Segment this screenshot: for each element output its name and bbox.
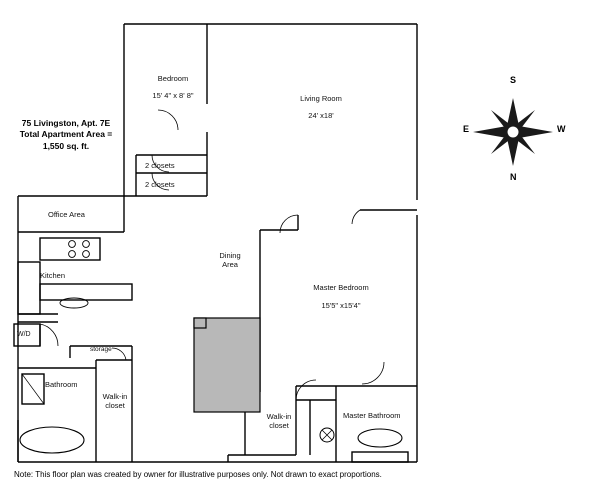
room-name-master-bathroom: Master Bathroom — [343, 411, 401, 420]
room-dims-walk-in-closet-2: closet — [269, 421, 289, 431]
storage-text: storage — [90, 346, 112, 353]
washer-dryer-text: W/D — [17, 331, 31, 338]
room-label-office-area — [48, 210, 85, 219]
room-name-kitchen: Kitchen — [40, 271, 66, 280]
compass-south-label — [510, 172, 517, 182]
compass-east-label — [463, 124, 469, 134]
closet-lower-text: 2 closets — [145, 180, 175, 189]
room-label-master-bedroom — [296, 283, 386, 311]
room-label-bedroom — [138, 74, 208, 101]
room-name-walk-in-closet-2: Walk-in — [266, 412, 292, 421]
plan-title-line1: 75 Livingston, Apt. 7E — [21, 118, 111, 128]
room-label-bathroom — [45, 380, 78, 389]
room-label-kitchen — [40, 271, 65, 280]
room-label-walk-in-closet-1 — [98, 392, 132, 411]
room-name-office-area: Office Area — [48, 210, 85, 219]
room-dims-dining-area: Area — [222, 260, 238, 270]
plan-title-line3: 1,550 sq. ft. — [42, 140, 90, 151]
room-label-master-bathroom — [343, 411, 401, 420]
room-name-bedroom: Bedroom — [157, 74, 189, 83]
room-dims-walk-in-closet-1: closet — [105, 401, 125, 411]
room-dims-bedroom: 15' 4" x 8' 8" — [152, 91, 194, 101]
room-name-dining-area: Dining — [219, 251, 241, 260]
room-label-living-room — [286, 94, 356, 121]
closet-label-upper — [145, 161, 175, 170]
compass-east-text: E — [463, 124, 470, 134]
room-name-bathroom: Bathroom — [45, 380, 78, 389]
compass-north-label — [510, 75, 516, 85]
compass-west-text: W — [557, 124, 566, 134]
plan-title-line2: Total Apartment Area = — [19, 129, 113, 140]
room-name-master-bedroom: Master Bedroom — [313, 283, 369, 292]
plan-title — [6, 118, 126, 152]
room-label-dining-area — [208, 251, 252, 270]
compass-west-label — [557, 124, 566, 134]
compass-north-text: S — [510, 75, 517, 85]
room-dims-living-room: 24' x18' — [308, 111, 334, 121]
room-name-walk-in-closet-1: Walk-in — [102, 392, 128, 401]
room-label-walk-in-closet-2 — [261, 412, 297, 431]
closet-label-lower — [145, 180, 175, 189]
washer-dryer-label — [17, 331, 31, 340]
disclaimer-note: Note: This floor plan was created by owner for illustrative purposes only. Not drawn to exact proportions. — [14, 470, 382, 479]
compass-rose — [473, 98, 553, 166]
closet-upper-text: 2 closets — [145, 161, 175, 170]
storage-label — [90, 346, 112, 354]
room-dims-master-bedroom: 15'5" x15'4" — [321, 301, 361, 311]
compass-south-text: N — [510, 172, 517, 182]
room-name-living-room: Living Room — [300, 94, 342, 103]
